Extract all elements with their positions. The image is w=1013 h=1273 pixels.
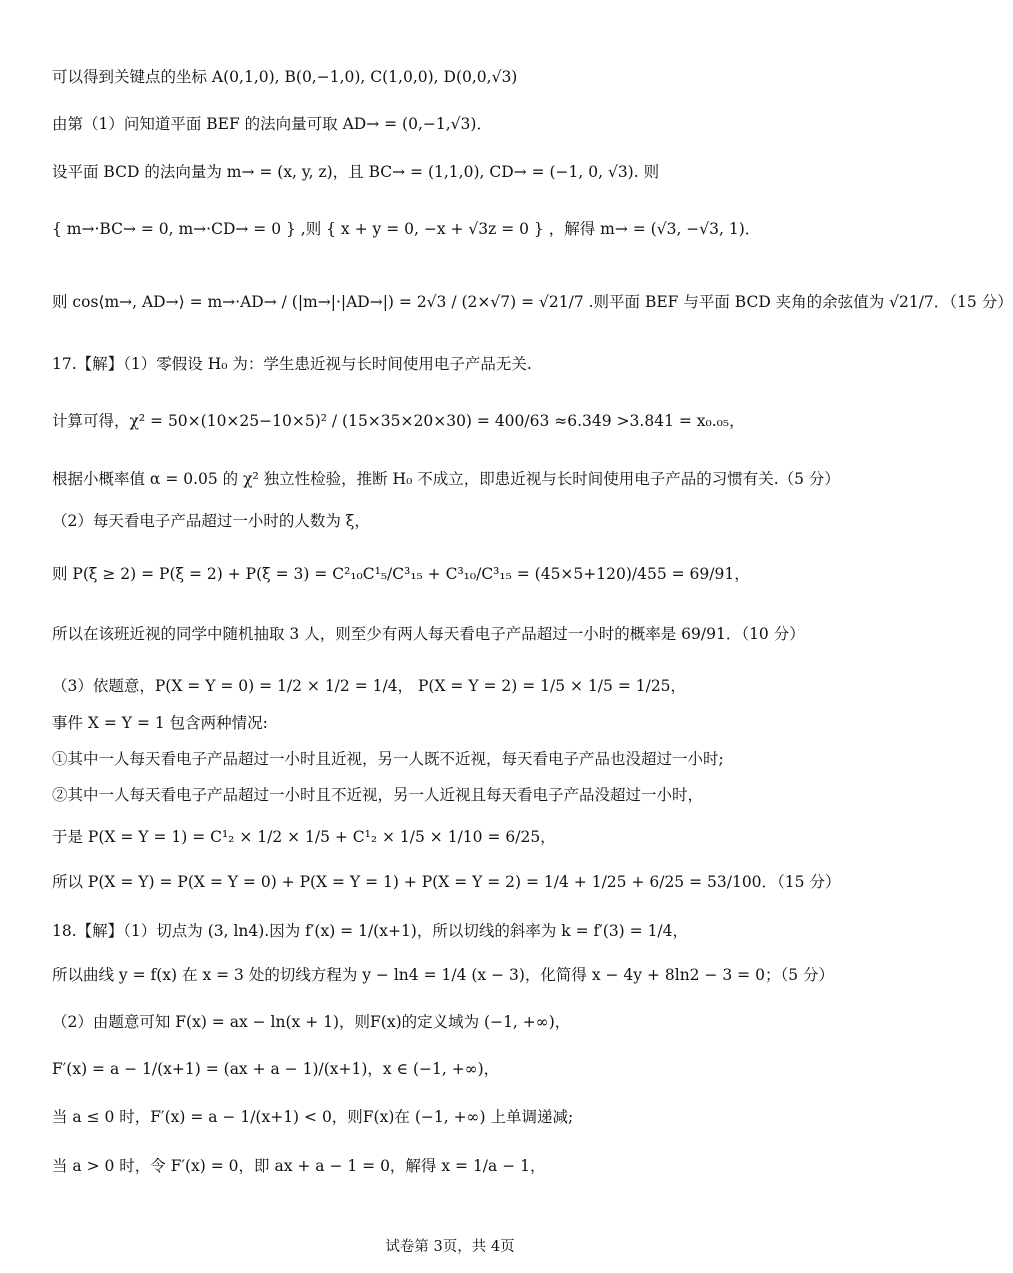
text-line-14: ①其中一人每天看电子产品超过一小时且近视，另一人既不近视，每天看电子产品也没超过一小时; [52,750,724,768]
text-line-4: { m→·BC→ = 0, m→·CD→ = 0 } ,则 { x + y = 0, −x + √3z = 0 } ，解得 m→ = (√3, −√3, 1)． [52,220,761,238]
text-line-8: 根据小概率值 α = 0.05 的 χ² 独立性检验，推断 H₀ 不成立，即患近视与长时间使用电子产品的习惯有关.（5 分） [52,470,840,488]
text-line-19: 所以曲线 y = f(x) 在 x = 3 处的切线方程为 y − ln4 = 1/4 (x − 3)，化简得 x − 4y + 8ln2 − 3 = 0；（5 分） [52,966,834,984]
text-line-20: （2）由题意可知 F(x) = ax − ln(x + 1)，则F(x)的定义域为 (−1, +∞)， [52,1013,571,1031]
text-line-2: 由第（1）问知道平面 BEF 的法向量可取 AD→ = (0,−1,√3)． [52,115,492,133]
text-line-23: 当 a > 0 时，令 F′(x) = 0，即 ax + a − 1 = 0，解得 x = 1/a − 1， [52,1157,546,1175]
text-line-17: 所以 P(X = Y) = P(X = Y = 0) + P(X = Y = 1) + P(X = Y = 2) = 1/4 + 1/25 + 6/25 = 53/100．（15 分） [52,873,841,891]
text-line-18: 18.【解】（1）切点为 (3, ln4).因为 f′(x) = 1/(x+1)，所以切线的斜率为 k = f′(3) = 1/4， [52,922,689,940]
text-line-11: 所以在该班近视的同学中随机抽取 3 人，则至少有两人每天看电子产品超过一小时的概率是 69/91．（10 分） [52,625,805,643]
text-line-13: 事件 X = Y = 1 包含两种情况: [52,714,268,732]
text-line-21: F′(x) = a − 1/(x+1) = (ax + a − 1)/(x+1)，x ∈ (−1, +∞)， [52,1060,500,1078]
text-line-6: 17.【解】（1）零假设 H₀ 为：学生患近视与长时间使用电子产品无关. [52,355,532,373]
text-line-15: ②其中一人每天看电子产品超过一小时且不近视，另一人近视且每天看电子产品没超过一小时， [52,786,704,804]
text-line-3: 设平面 BCD 的法向量为 m→ = (x, y, z)，且 BC→ = (1,1,0), CD→ = (−1, 0, √3). 则 [52,163,660,181]
text-line-16: 于是 P(X = Y = 1) = C¹₂ × 1/2 × 1/5 + C¹₂ × 1/5 × 1/10 = 6/25， [52,828,556,846]
text-line-10: 则 P(ξ ≥ 2) = P(ξ = 2) + P(ξ = 3) = C²₁₀C¹₅/C³₁₅ + C³₁₀/C³₁₅ = (45×5+120)/455 = 69/91， [52,565,750,583]
text-line-12: （3）依题意，P(X = Y = 0) = 1/2 × 1/2 = 1/4， P(X = Y = 2) = 1/5 × 1/5 = 1/25， [52,677,687,695]
text-line-7: 计算可得，χ² = 50×(10×25−10×5)² / (15×35×20×30) = 400/63 ≈6.349 >3.841 = x₀.₀₅， [52,412,745,430]
text-line-1: 可以得到关键点的坐标 A(0,1,0), B(0,−1,0), C(1,0,0), D(0,0,√3) [52,68,518,86]
text-line-22: 当 a ≤ 0 时，F′(x) = a − 1/(x+1) < 0，则F(x)在 (−1, +∞) 上单调递减; [52,1108,574,1126]
text-line-9: （2）每天看电子产品超过一小时的人数为 ξ， [52,512,370,530]
text-line-5: 则 cos⟨m→, AD→⟩ = m→·AD→ / (|m→|·|AD→|) = 2√3 / (2×√7) = √21/7 .则平面 BEF 与平面 BCD 夹角的余弦值为 √21/7．（15 分） [52,293,1013,311]
page-footer: 试卷第 3页，共 4页 [385,1239,515,1255]
